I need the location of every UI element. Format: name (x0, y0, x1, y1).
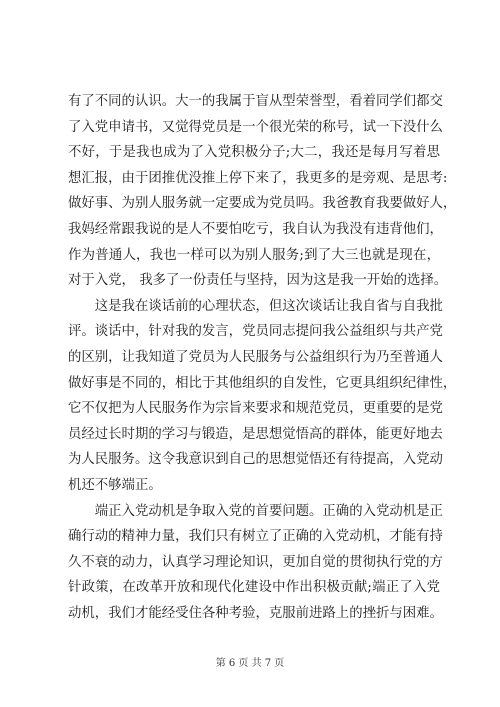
text-line: 对于入党， 我多了一份责任与坚持，因为这是我一开始的选择。 (68, 273, 448, 289)
text-line: 不好，于是我也成为了入党积极分子;大二，我还是每月写着思 (68, 145, 440, 161)
text-line: 久不衰的动力，认真学习理论知识，更加自觉的贯彻执行党的方 (68, 554, 443, 570)
text-line: 有了不同的认识。大一的我属于盲从型荣誉型，看着同学们都交 (68, 94, 443, 109)
text-line: 作为普通人，我也一样可以为别人服务;到了大三也就是现在， (68, 247, 440, 263)
text-line: 员经过长时期的学习与锻造，是思想觉悟高的群体，能更好地去 (68, 426, 443, 442)
text-line: 它不仅把为人民服务作为宗旨来要求和规范党员，更重要的是党 (68, 401, 443, 417)
text-line: 为人民服务。这令我意识到自己的思想觉悟还有待提高，入党动 (68, 452, 443, 468)
text-line: 机还不够端正。 (68, 477, 162, 493)
text-line: 的区别，让我知道了党员为人民服务与公益组织行为乃至普通人 (68, 349, 443, 365)
paragraph (68, 294, 457, 499)
text-line: 端正入党动机是争取入党的首要问题。正确的入党动机是正 (68, 503, 443, 519)
page-number-footer: 第 6 页 共 7 页 (215, 658, 285, 669)
text-line: 这是我在谈话前的心理状态，但这次谈话让我自省与自我批 (68, 298, 443, 314)
text-line: 我妈经常跟我说的是人不要怕吃亏，我自认为我没有违背他们， (68, 221, 443, 237)
text-line: 了入党申请书，又觉得党员是一个很光荣的称号，试一下没什么 (68, 119, 443, 135)
document-body (68, 89, 457, 626)
text-line: 评。谈话中，针对我的发言，党员同志提问我公益组织与共产党 (68, 324, 443, 340)
text-line: 针政策，在改革开放和现代化建设中作出积极贡献;端正了入党 (68, 580, 440, 596)
paragraph (68, 89, 457, 294)
text-line: 做好事是不同的，相比于其他组织的自发性，它更具组织纪律性， (68, 375, 457, 391)
text-line: 动机，我们才能经受住各种考验，克服前进路上的挫折与困难。 (68, 605, 443, 621)
text-line: 做好事、为别人服务就一定要成为党员吗。我爸教育我要做好人， (68, 196, 457, 212)
text-line: 确行动的精神力量，我们只有树立了正确的入党动机，才能有持 (68, 529, 443, 545)
text-line: 想汇报，由于团推优没推上停下来了，我更多的是旁观、是思考: (68, 170, 448, 186)
paragraph (68, 499, 443, 627)
